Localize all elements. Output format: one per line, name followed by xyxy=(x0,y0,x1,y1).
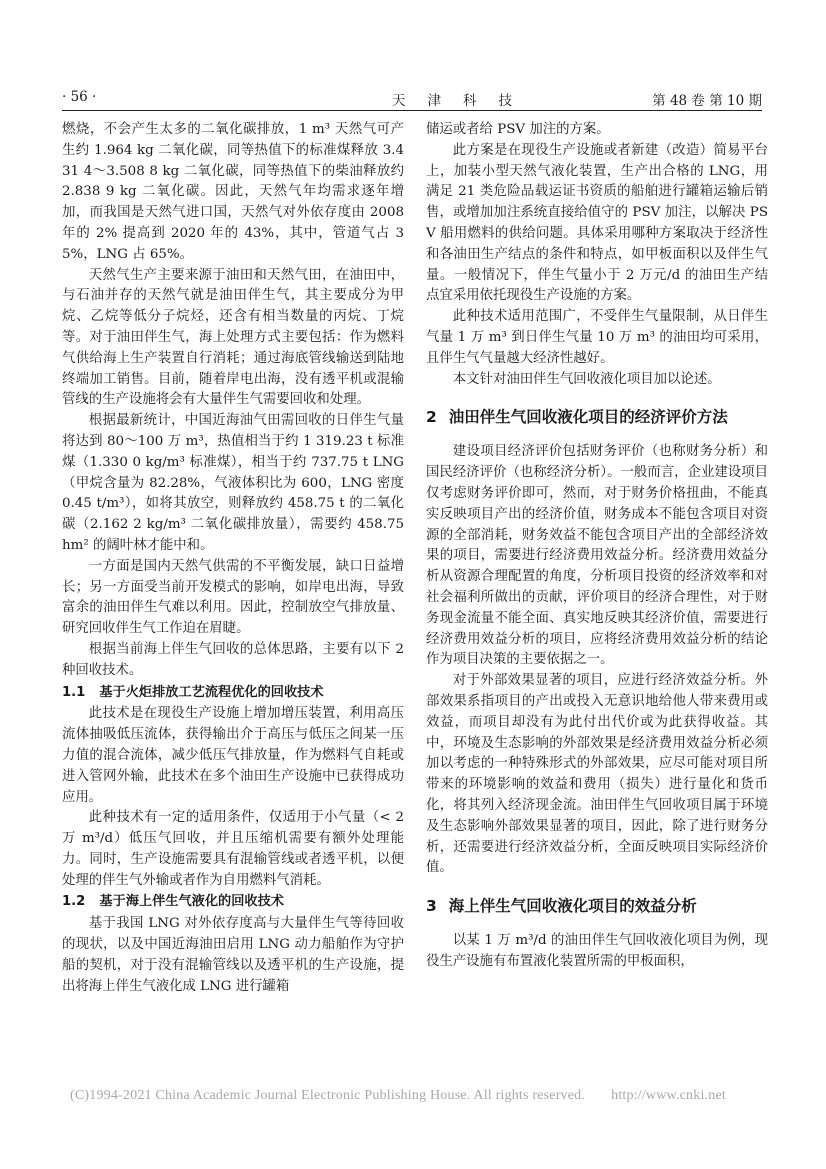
section-heading-2 xyxy=(426,406,768,428)
section-heading-1-2 xyxy=(62,892,404,913)
section-title: 海上伴生气回收液化项目的效益分析 xyxy=(448,897,697,916)
paragraph: 此技术是在现役生产设施上增加增压装置，利用高压流体抽吸低压流体，获得输出介于高压与低压之间某一压力值的混合流体，减少低压气排放量，作为燃料气自耗或进入管网外输，此技术在多个油田生产设施中已获得成功应用。 xyxy=(62,706,404,805)
left-column xyxy=(62,120,404,997)
journal-name: 天津科技 xyxy=(392,93,534,109)
section-title: 基于火炬排放工艺流程优化的回收技术 xyxy=(99,684,324,700)
section-number: 3 xyxy=(426,897,437,916)
running-header xyxy=(62,84,762,111)
section-heading-1-1 xyxy=(62,683,404,704)
paragraph: 此方案是在现役生产设施或者新建（改造）简易平台上，加装小型天然气液化装置，生产出合格的 LNG，用满足 21 类危险品载运证书资质的船舶进行罐箱运输后销售，或增加加注系统直接给值守的 PSV 加注，以解决 PSV 船用燃料的供给问题。具体采用哪种方案取决于经济性和各油田生产结点的条件和特点，如甲板面积以及伴生气量。一般情况下，伴生气量小于 2 万元/d 的油田生产结点宜采用依托现役生产设施的方案。 xyxy=(426,142,768,304)
paragraph: 天然气生产主要来源于油田和天然气田，在油田中，与石油并存的天然气就是油田伴生气，其主要成分为甲烷、乙烷等低分子烷烃，还含有相当数量的丙烷、丁烷等。对于油田伴生气，海上处理方式主要包括：作为燃料气供给海上生产装置自行消耗；通过海底管线输送到陆地终端加工销售。目前，随着岸电出海，没有透平机或混输管线的生产设施将会有大量伴生气需要回收和处理。 xyxy=(62,267,404,408)
paragraph: 储运或者给 PSV 加注的方案。 xyxy=(426,122,610,137)
section-number: 1.2 xyxy=(62,894,86,910)
paragraph: 基于我国 LNG 对外依存度高与大量伴生气等待回收的现状，以及中国近海油田启用 LNG 动力船舶作为守护船的契机，对于没有混输管线以及透平机的生产设施，提出将海上伴生气液化成 LNG 进行罐箱 xyxy=(62,916,404,994)
copyright-text: (C)1994-2021 China Academic Journal Electronic Publishing House. All rights reserved. xyxy=(70,1088,586,1103)
section-heading-3 xyxy=(426,895,768,917)
section-title: 基于海上伴生气液化的回收技术 xyxy=(99,894,284,910)
section-number: 1.1 xyxy=(62,684,86,700)
footer-url: http://www.cnki.net xyxy=(611,1088,726,1103)
paragraph: 本文针对油田伴生气回收液化项目加以论述。 xyxy=(452,371,721,387)
paragraph: 此种技术有一定的适用条件，仅适用于小气量（< 2 万 m³/d）低压气回收，并且压缩机需要有额外处理能力。同时，生产设施需要具有混输管线或者透平机，以便处理的伴生气外输或者作为自用燃料气消耗。 xyxy=(62,810,404,888)
section-title: 油田伴生气回收液化项目的经济评价方法 xyxy=(448,408,728,427)
paragraph: 根据最新统计，中国近海油气田需回收的日伴生气量将达到 80～100 万 m³，热值相当于约 1 319.23 t 标准煤（1.330 0 kg/m³ 标准煤），相当于约 737.75 t LNG（甲烷含量为 82.28%，气液体积比为 600，LNG 密度 0.45 t/m³），如将其放空，则释放约 458.75 t 的二氧化碳（2.162 2 kg/m³ 二氧化碳排放量），需要约 458.75 hm² 的阔叶林才能中和。 xyxy=(62,413,404,553)
right-column xyxy=(426,120,768,973)
paragraph: 建设项目经济评价包括财务评价（也称财务分析）和国民经济评价（也称经济分析）。一般而言，企业建设项目仅考虑财务评价即可，然而，对于财务价格扭曲，不能真实反映项目产出的经济价值，财务成本不能包含项目对资源的全部消耗，财务效益不能包含项目产出的全部经济效果的项目，需要进行经济费用效益分析。经济费用效益分析从资源合理配置的角度，分析项目投资的经济效率和对社会福利所做出的贡献，评价项目的经济合理性，对于财务现金流量不能全面、真实地反映其经济价值，需要进行经济费用效益分析的项目，应将经济费用效益分析的结论作为项目决策的主要依据之一。 xyxy=(426,444,768,668)
section-number: 2 xyxy=(426,408,437,427)
copyright-footer xyxy=(70,1088,770,1104)
paragraph: 燃烧，不会产生太多的二氧化碳排放，1 m³ 天然气可产生约 1.964 kg 二氧化碳，同等热值下的标准煤释放 3.431 4～3.508 8 kg 二氧化碳，同等热值下的柴油释放约 2.838 9 kg 二氧化碳。因此，天然气年均需求逐年增加，而我国是天然气进口国，天然气对外依存度由 2008 年的 2% 提高到 2020 年的 43%，其中，管道气占 35%，LNG 占 65%。 xyxy=(62,122,404,262)
paragraph: 一方面是国内天然气供需的不平衡发展，缺口日益增长；另一方面受当前开发模式的影响，如岸电出海，导致富余的油田伴生气难以利用。因此，控制放空气排放量、研究回收伴生气工作迫在眉睫。 xyxy=(62,558,404,637)
volume-issue: 第 48 卷 第 10 期 xyxy=(652,93,762,109)
paragraph: 根据当前海上伴生气回收的总体思路，主要有以下 2 种回收技术。 xyxy=(62,641,404,678)
paragraph: 此种技术适用范围广，不受伴生气量限制，从日伴生气量 1 万 m³ 到日伴生气量 10 万 m³ 的油田均可采用，且伴生气气量越大经济性越好。 xyxy=(426,309,768,366)
paragraph: 以某 1 万 m³/d 的油田伴生气回收液化项目为例，现役生产设施有布置液化装置所需的甲板面积， xyxy=(426,933,768,969)
page-number: · 56 · xyxy=(62,89,97,105)
paragraph: 对于外部效果显著的项目，应进行经济效益分析。外部效果系指项目的产出或投入无意识地给他人带来费用或效益，而项目却没有为此付出代价或为此获得收益。其中，环境及生态影响的外部效果是经济费用效益分析必须加以考虑的一种特殊形式的外部效果，应尽可能对项目所带来的环境影响的效益和费用（损失）进行量化和货币化，将其列入经济现金流。油田伴生气回收项目属于环境及生态影响外部效果显著的项目，因此，除了进行财务分析，还需要进行经济效益分析，全面反映项目实际经济价值。 xyxy=(426,673,768,876)
